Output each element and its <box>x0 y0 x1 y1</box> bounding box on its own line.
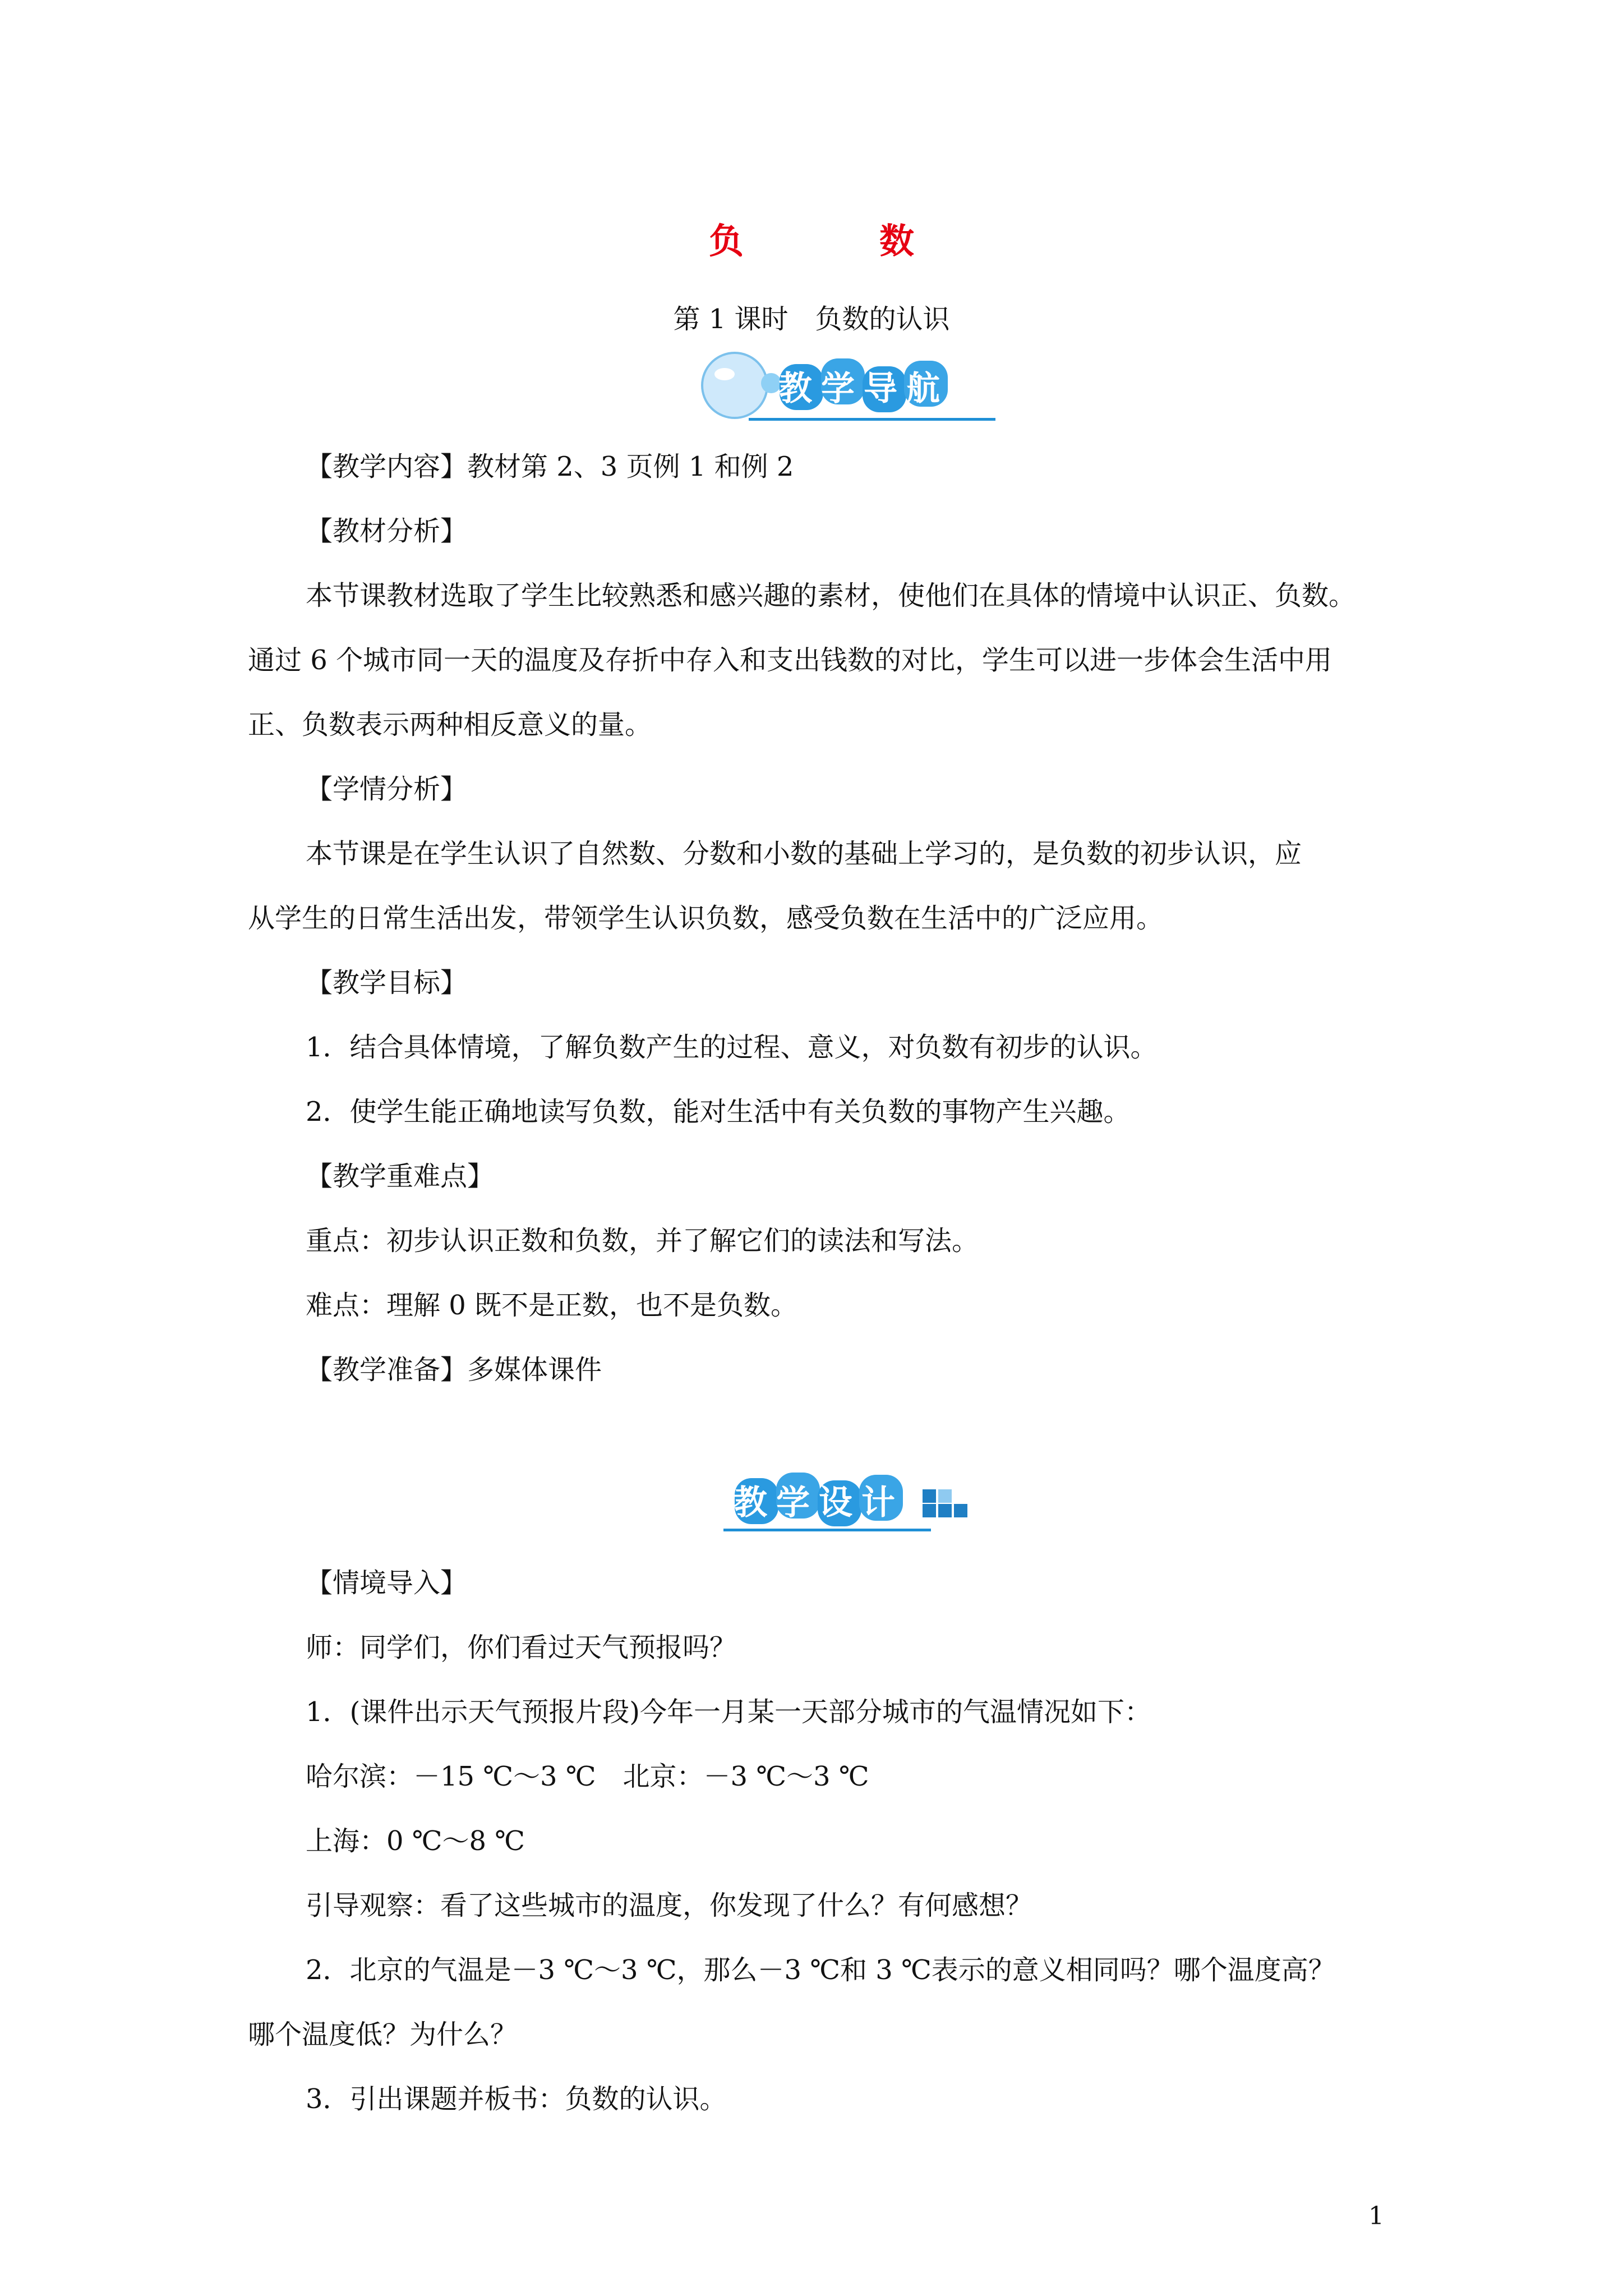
analysis-line-3: 正、负数表示两种相反意义的量。 <box>248 709 652 740</box>
difficult-point: 难点：理解 0 既不是正数，也不是负数。 <box>306 1290 798 1321</box>
analysis-line-1: 本节课教材选取了学生比较熟悉和感兴趣的素材，使他们在具体的情境中认识正、负数。 <box>306 580 1356 611</box>
student-analysis-line-1: 本节课是在学生认识了自然数、分数和小数的基础上学习的，是负数的初步认识，应 <box>306 838 1302 869</box>
teaching-content: 【教学内容】教材第 2、3 页例 1 和例 2 <box>306 451 794 482</box>
student-analysis-line-2: 从学生的日常生活出发，带领学生认识负数，感受负数在生活中的广泛应用。 <box>248 903 1164 934</box>
key-point: 重点：初步认识正数和负数，并了解它们的读法和写法。 <box>306 1225 979 1257</box>
step-1: 1．(课件出示天气预报片段)今年一月某一天部分城市的气温情况如下： <box>306 1696 1151 1728</box>
teacher-question: 师：同学们，你们看过天气预报吗？ <box>306 1632 737 1663</box>
guided-observation: 引导观察：看了这些城市的温度，你发现了什么？有何感想？ <box>306 1890 1033 1921</box>
lesson-subtitle: 第 1 课时 负数的认识 <box>673 303 950 335</box>
page-title: 负 数 <box>708 220 965 261</box>
blocks-icon <box>923 1489 967 1517</box>
goal-2: 2．使学生能正确地读写负数，能对生活中有关负数的事物产生兴趣。 <box>306 1096 1131 1128</box>
step-2-line-1: 2．北京的气温是－3 ℃～3 ℃，那么－3 ℃和 3 ℃表示的意义相同吗？哪个温度高？ <box>306 1954 1335 1986</box>
heading-textbook-analysis: 【教材分析】 <box>306 516 468 547</box>
analysis-line-2: 通过 6 个城市同一天的温度及存折中存入和支出钱数的对比，学生可以进一步体会生活中用 <box>248 645 1332 676</box>
banner-teaching-navigation <box>695 351 998 429</box>
goal-1: 1．结合具体情境，了解负数产生的过程、意义，对负数有初步的认识。 <box>306 1032 1158 1063</box>
heading-situation-intro: 【情境导入】 <box>306 1567 468 1599</box>
heading-student-analysis: 【学情分析】 <box>306 774 468 805</box>
heading-key-points: 【教学重难点】 <box>306 1161 495 1192</box>
banner-teaching-design <box>723 1467 981 1540</box>
teaching-preparation: 【教学准备】多媒体课件 <box>306 1354 602 1386</box>
step-2-line-2: 哪个温度低？为什么？ <box>248 2019 518 2050</box>
step-3: 3．引出课题并板书：负数的认识。 <box>306 2083 727 2115</box>
svg-text:教学设计: 教学设计 <box>734 1483 904 1522</box>
page-number: 1 <box>1368 2202 1384 2230</box>
bubble-icon <box>702 353 781 418</box>
heading-teaching-goals: 【教学目标】 <box>306 967 468 999</box>
temps-harbin-beijing: 哈尔滨：－15 ℃～3 ℃ 北京：－3 ℃～3 ℃ <box>306 1761 869 1792</box>
temps-shanghai: 上海：0 ℃～8 ℃ <box>306 1825 525 1857</box>
svg-text:教学导航: 教学导航 <box>778 369 949 408</box>
